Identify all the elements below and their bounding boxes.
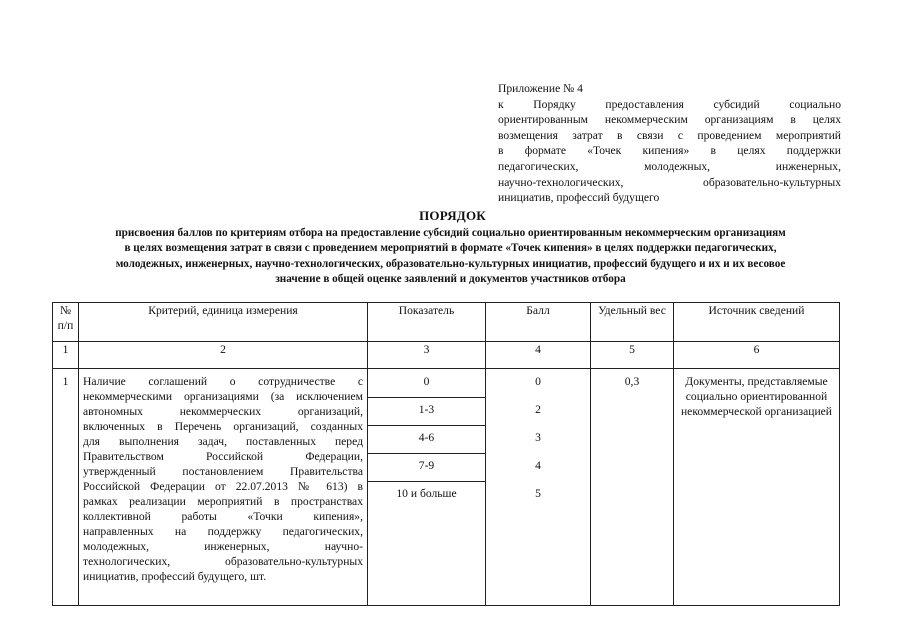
- appendix-line: в формате «Точек кипения» в целях поддержки: [498, 144, 841, 158]
- header-indicator: Показатель: [368, 303, 486, 342]
- indicator-subrow: [368, 369, 485, 398]
- criterion-line: утвержденный постановлением Правительства: [83, 465, 363, 478]
- score-subrow: [486, 481, 590, 601]
- score-cell: [486, 369, 591, 606]
- score-value: 2: [535, 403, 541, 416]
- indicator-value: 4-6: [418, 431, 435, 444]
- header-criterion: Критерий, единица измерения: [79, 303, 368, 342]
- indicator-value: 0: [423, 375, 430, 388]
- appendix-line: возмещения затрат в связи с проведением мероприятий: [498, 128, 841, 142]
- header-source: Источник сведений: [674, 303, 840, 342]
- criterion-line: автономных некоммерческих организаций,: [83, 405, 363, 418]
- indicator-subrow: [368, 425, 485, 454]
- source-cell: Документы, представляемые социально ориентированной некоммерческой организацией: [674, 369, 840, 606]
- indicator-value: 1-3: [418, 403, 435, 416]
- indicator-cell: [368, 369, 486, 606]
- criterion-line: технологических, образовательно-культурных: [83, 555, 363, 568]
- criterion-line: молодежных, инженерных, научно-: [83, 540, 363, 553]
- criterion-line: Правительством Российской Федерации,: [83, 450, 363, 463]
- appendix-line: инициатив, профессий будущего: [498, 191, 660, 205]
- score-value: 3: [535, 431, 541, 444]
- table-row: [53, 369, 840, 606]
- row-number: 1: [53, 369, 79, 606]
- document-subtitle: [48, 226, 853, 288]
- header-no-symbol: №: [59, 304, 72, 317]
- header-weight: Удельный вес: [591, 303, 674, 342]
- criterion-line: Российской Федерации от 22.07.2013 № 613) в: [83, 480, 363, 493]
- criterion-cell: [79, 369, 368, 606]
- indicator-subrow: [368, 481, 485, 601]
- criterion-line: инициатив, профессий будущего, шт.: [83, 570, 267, 583]
- column-numbers-row: [53, 342, 840, 369]
- header-no-abbr: п/п: [57, 319, 74, 332]
- criteria-table: [52, 302, 840, 606]
- appendix-line: педагогических, молодежных, инженерных,: [498, 159, 841, 173]
- score-value: 0: [535, 375, 541, 388]
- indicator-subrow: [368, 397, 485, 426]
- column-number: 2: [79, 342, 368, 369]
- appendix-line: ориентированным некоммерческим организациям в целях: [498, 113, 841, 127]
- score-subrow: [486, 397, 590, 425]
- criterion-line: некоммерческими организациями (за исключением: [83, 390, 363, 403]
- table-header-row: [53, 303, 840, 342]
- weight-cell: 0,3: [591, 369, 674, 606]
- column-number: 5: [591, 342, 674, 369]
- column-number: 1: [53, 342, 79, 369]
- indicator-subrow: [368, 453, 485, 482]
- document-title: ПОРЯДОК: [419, 208, 486, 223]
- column-number: 4: [486, 342, 591, 369]
- appendix-note: [498, 81, 841, 206]
- score-value: 5: [535, 487, 541, 500]
- subtitle-line: присвоения баллов по критериям отбора на предоставление субсидий социально ориентированным некоммерческим организациям: [115, 227, 786, 239]
- subtitle-line: в целях возмещения затрат в связи с проведением мероприятий в формате «Точек кипения» в целях поддержки педагогических,: [124, 242, 777, 255]
- criterion-line: Наличие соглашений о сотрудничестве с: [83, 375, 363, 388]
- column-number: 6: [674, 342, 840, 369]
- score-value: 4: [535, 459, 541, 472]
- subtitle-line: значение в общей оценке заявлений и документов участников отбора: [275, 273, 626, 286]
- column-number: 3: [368, 342, 486, 369]
- appendix-line: к Порядку предоставления субсидий социально: [498, 97, 841, 111]
- criterion-line: для выполнения задач, поставленных перед: [83, 435, 363, 448]
- score-subrow: [486, 453, 590, 481]
- indicator-value: 10 и больше: [396, 487, 457, 500]
- header-no: [53, 303, 79, 342]
- criterion-line: рамках реализации мероприятий в пространствах: [83, 495, 363, 508]
- score-subrow: [486, 369, 590, 397]
- appendix-line: научно-технологических, образовательно-культурных: [498, 175, 841, 189]
- subtitle-line: молодежных, инженерных, научно-технологических, образовательно-культурных инициатив, профессий будущего и их и их весовое: [115, 257, 786, 270]
- indicator-value: 7-9: [418, 459, 435, 472]
- score-subrow: [486, 425, 590, 453]
- criterion-line: направленных на поддержку педагогических,: [83, 525, 363, 538]
- header-score: Балл: [486, 303, 591, 342]
- criterion-line: коллективной работы «Точки кипения»,: [83, 510, 363, 523]
- criterion-line: включенных в Перечень организаций, созданных: [83, 420, 363, 433]
- appendix-line: Приложение № 4: [498, 82, 583, 95]
